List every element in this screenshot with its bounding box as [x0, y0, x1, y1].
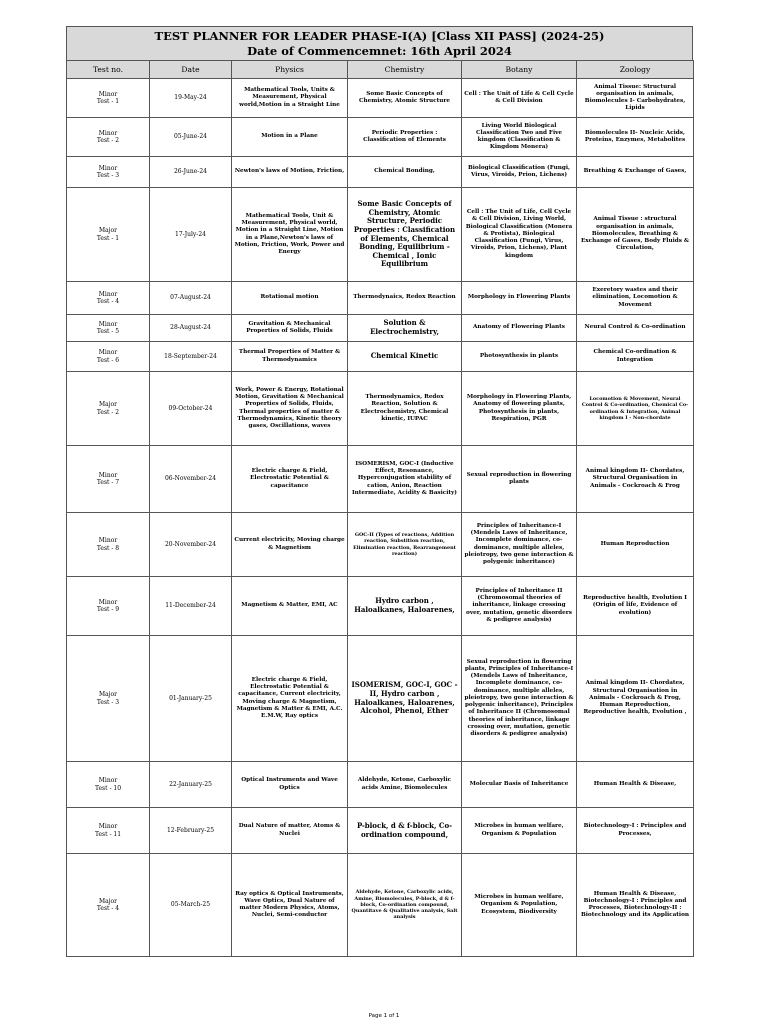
test-type: Major [98, 897, 118, 905]
physics-cell: Current electricity, Moving charge & Magnetism [232, 513, 348, 577]
page-footer: Page 1 of 1 [368, 1013, 400, 1019]
date-cell: 06-November-24 [150, 446, 232, 513]
test-no-cell [67, 636, 150, 762]
test-type: Major [98, 691, 118, 699]
date-cell: 05-March-25 [150, 854, 232, 957]
botany-cell: Molecular Basis of Inheritance [462, 762, 577, 808]
date-cell: 05-June-24 [150, 118, 232, 157]
test-number: Test - 4 [96, 905, 120, 912]
test-type: Major [98, 227, 118, 235]
table-row [67, 188, 694, 282]
table-row [67, 342, 694, 372]
test-no-cell [67, 762, 150, 808]
test-type: Minor [98, 90, 118, 98]
date-cell: 28-August-24 [150, 315, 232, 342]
botany-cell: Sexual reproduction in flowering plants, Principles of Inheritance-I (Mendels Laws of Inheritance, Incomplete dominance, co-dominance, multiple alleles, pleiotropy, two gene interaction & polygenic inheritance), Principles of Inheritance II (Chromosomal theories of inheritance, linkage crossing over, mutation, genetic disorders & pedigree analysis) [462, 636, 577, 762]
physics-cell: Work, Power & Energy, Rotational Motion, Gravitation & Mechanical Properties of Solids, Fluids, Thermal properties of matter & Thermodynamics, Kinetic theory gases, Oscillations, waves [232, 372, 348, 446]
table-row [67, 157, 694, 188]
botany-cell: Morphology in Flowering Plants [462, 282, 577, 315]
physics-cell: Electric charge & Field, Electrostatic Potential & capacitance, Current electricity, Moving charge & Magnetism, Magnetism & Matter & EMI, A.C. E.M.W, Ray optics [232, 636, 348, 762]
physics-cell: Ray optics & Optical Instruments, Wave Optics, Dual Nature of matter Modern Physics, Atoms, Nuclei, Semi-conductor [232, 854, 348, 957]
botany-cell: Biological Classification (Fungi, Virus, Viroids, Prion, Lichens) [462, 157, 577, 188]
physics-cell: Magnetism & Matter, EMI, AC [232, 577, 348, 636]
chemistry-cell: GOC-II (Types of reactions, Addition reaction, Substition reaction, Elimination reaction, Rearrangement reaction) [348, 513, 462, 577]
date-cell: 09-October-24 [150, 372, 232, 446]
zoology-cell: Human Health & Disease, Biotechnology-I : Principles and Processes, Biotechnology-II : Biotechnology and its Application [577, 854, 694, 957]
table-row [67, 282, 694, 315]
table-row [67, 372, 694, 446]
chemistry-cell: Chemical Bonding, [348, 157, 462, 188]
col-header-botany: Botany [462, 61, 577, 79]
chemistry-cell: Aldehyde, Ketone, Carboxylic acids Amine, Biomolecules [348, 762, 462, 808]
botany-cell: Microbes in human welfare, Organism & Population [462, 808, 577, 854]
botany-cell: Cell : The Unit of Life & Cell Cycle & Cell Division [462, 79, 577, 118]
zoology-cell: Neural Control & Co-ordination [577, 315, 694, 342]
zoology-cell: Animal Tissue : structural organisation in animals, Biomolecules, Breathing & Exchange of Gases, Body Fluids & Circulation, [577, 188, 694, 282]
test-no-cell [67, 315, 150, 342]
test-type: Minor [98, 129, 118, 137]
chemistry-cell: Some Basic Concepts of Chemistry, Atomic Structure [348, 79, 462, 118]
physics-cell: Newton's laws of Motion, Friction, [232, 157, 348, 188]
col-header-physics: Physics [232, 61, 348, 79]
physics-cell: Mathematical Tools, Units & Measurement, Physical world,Motion in a Straight Line [232, 79, 348, 118]
botany-cell: Principles of Inheritance-I (Mendels Laws of Inheritance, Incomplete dominance, co-dominance, multiple alleles, pleiotropy, two gene interaction & polygenic inheritance) [462, 513, 577, 577]
date-cell: 20-November-24 [150, 513, 232, 577]
page-title [66, 26, 693, 60]
physics-cell: Optical Instruments and Wave Optics [232, 762, 348, 808]
zoology-cell: Breathing & Exchange of Gases, [577, 157, 694, 188]
table-header-row [67, 61, 694, 79]
test-type: Minor [98, 290, 118, 298]
test-number: Test - 8 [96, 544, 120, 552]
table-row [67, 854, 694, 957]
date-cell: 12-February-25 [150, 808, 232, 854]
date-cell: 07-August-24 [150, 282, 232, 315]
botany-cell: Living World Biological Classification Two and Five kingdom (Classification & Kingdom Monera) [462, 118, 577, 157]
date-cell: 18-September-24 [150, 342, 232, 372]
test-number: Test - 3 [96, 698, 120, 706]
test-type: Minor [98, 823, 118, 831]
planner-sheet [66, 26, 693, 957]
table-body [67, 79, 694, 957]
date-cell: 26-June-24 [150, 157, 232, 188]
test-no-cell [67, 577, 150, 636]
test-planner-table [66, 60, 694, 957]
title-line-2: Date of Commencemnet: 16th April 2024 [247, 44, 512, 58]
zoology-cell: Animal kingdom II- Chordates, Structural Organisation in Animals - Cockroach & Frog [577, 446, 694, 513]
chemistry-cell: Thermodynamics, Redox Reaction, Solution & Electrochemistry, Chemical kinetic, IUPAC [348, 372, 462, 446]
zoology-cell: Animal Tissue: Structural organisation in animals, Biomolecules I- Carbohydrates, Lipids [577, 79, 694, 118]
test-number: Test - 1 [96, 98, 120, 105]
chemistry-cell: P-block, d & f-block, Co-ordination compound, [348, 808, 462, 854]
test-number: Test - 4 [96, 298, 120, 305]
test-number: Test - 6 [96, 356, 120, 364]
test-type: Minor [98, 537, 118, 545]
zoology-cell: Reproductive health, Evolution I (Origin of life, Evidence of evolution) [577, 577, 694, 636]
chemistry-cell: Chemical Kinetic [348, 342, 462, 372]
test-number: Test - 3 [96, 172, 120, 179]
chemistry-cell: Thermodynaics, Redox Reaction [348, 282, 462, 315]
test-number: Test - 10 [94, 784, 122, 792]
date-cell: 22-January-25 [150, 762, 232, 808]
test-no-cell [67, 446, 150, 513]
zoology-cell: Animal kingdom II- Chordates, Structural Organisation in Animals - Cockroach & Frog, Human Reproduction, Reproductive health, Evolution , [577, 636, 694, 762]
chemistry-cell: Aldehyde, Ketone, Carboxylic acids, Amine, Biomolecules, P-block, d & f-block, Co-ordination compound, Quantitave & Qualitative analysis, Salt analysis [348, 854, 462, 957]
physics-cell: Gravitation & Mechanical Properties of Solids, Fluids [232, 315, 348, 342]
test-no-cell [67, 808, 150, 854]
test-no-cell [67, 372, 150, 446]
zoology-cell: Exeretory wastes and their elimination, Locomotion & Movement [577, 282, 694, 315]
test-no-cell [67, 342, 150, 372]
table-row [67, 513, 694, 577]
chemistry-cell: ISOMERISM, GOC-I, GOC -II, Hydro carbon , Haloalkanes, Haloarenes, Alcohol, Phenol, Ether [348, 636, 462, 762]
zoology-cell: Chemical Co-ordination & Integration [577, 342, 694, 372]
botany-cell: Principles of Inheritance II (Chromosomal theories of inheritance, linkage crossing over, mutation, genetic disorders & pedigree analysis) [462, 577, 577, 636]
zoology-cell: Locomotion & Movement, Neural Control & Co-ordination, Chemical Co-ordination & Integration, Animal kingdom I - Non-chordate [577, 372, 694, 446]
test-number: Test - 5 [96, 328, 120, 335]
physics-cell: Rotational motion [232, 282, 348, 315]
table-row [67, 636, 694, 762]
test-type: Minor [98, 598, 118, 606]
botany-cell: Cell : The Unit of Life, Cell Cycle & Cell Division, Living World, Biological Classification (Monera & Protista), Biological Classification (Fungi, Virus, Viroids, Prion, Lichens), Plant kingdom [462, 188, 577, 282]
col-header-chemistry: Chemistry [348, 61, 462, 79]
table-row [67, 446, 694, 513]
botany-cell: Anatomy of Flowering Plants [462, 315, 577, 342]
test-no-cell [67, 157, 150, 188]
botany-cell: Sexual reproduction in flowering plants [462, 446, 577, 513]
test-number: Test - 11 [94, 830, 122, 838]
test-type: Minor [98, 164, 118, 172]
chemistry-cell: Some Basic Concepts of Chemistry, Atomic Structure, Periodic Properties : Classification of Elements, Chemical Bonding, Equilibrium - Chemical , Ionic Equilibrium [348, 188, 462, 282]
test-type: Minor [98, 777, 118, 785]
botany-cell: Photosynthesis in plants [462, 342, 577, 372]
test-no-cell [67, 188, 150, 282]
zoology-cell: Human Health & Disease, [577, 762, 694, 808]
col-header-test-no: Test no. [67, 61, 150, 79]
botany-cell: Morphology in Flowering Plants, Anatomy of flowering plants, Photosynthesis in plants, Respiration, PGR [462, 372, 577, 446]
chemistry-cell: ISOMERISM, GOC-I (Inductive Effect, Resonance, Hyperconjugation stability of cation, Anion, Reaction Intermediate, Acidity & Basicity) [348, 446, 462, 513]
test-number: Test - 2 [96, 408, 120, 416]
physics-cell: Mathematical Tools, Unit & Measurement, Physical world, Motion in a Straight Line, Motion in a Plane,Newton's laws of Motion, Friction, Work, Power and Energy [232, 188, 348, 282]
col-header-date: Date [150, 61, 232, 79]
test-number: Test - 1 [96, 234, 120, 242]
table-row [67, 79, 694, 118]
test-number: Test - 9 [96, 606, 120, 613]
zoology-cell: Biomolecules II- Nucleic Acids, Proteins, Enzymes, Metabolites [577, 118, 694, 157]
table-row [67, 315, 694, 342]
date-cell: 19-May-24 [150, 79, 232, 118]
date-cell: 11-December-24 [150, 577, 232, 636]
table-row [67, 808, 694, 854]
test-type: Minor [98, 320, 118, 328]
date-cell: 01-January-25 [150, 636, 232, 762]
physics-cell: Electric charge & Field, Electrostatic Potential & capacitance [232, 446, 348, 513]
test-type: Major [98, 401, 118, 409]
test-type: Minor [98, 471, 118, 479]
test-number: Test - 7 [96, 479, 120, 486]
title-line-1: TEST PLANNER FOR LEADER PHASE-I(A) [Class XII PASS] (2024-25) [154, 29, 605, 43]
botany-cell: Microbes in human welfare, Organism & Population, Ecosystem, Biodiversity [462, 854, 577, 957]
col-header-zoology: Zoology [577, 61, 694, 79]
test-no-cell [67, 118, 150, 157]
chemistry-cell: Hydro carbon , Haloalkanes, Haloarenes, [348, 577, 462, 636]
chemistry-cell: Solution & Electrochemistry, [348, 315, 462, 342]
test-no-cell [67, 79, 150, 118]
table-row [67, 118, 694, 157]
zoology-cell: Human Reproduction [577, 513, 694, 577]
test-no-cell [67, 282, 150, 315]
physics-cell: Motion in a Plane [232, 118, 348, 157]
physics-cell: Dual Nature of matter, Atoms & Nuclei [232, 808, 348, 854]
physics-cell: Thermal Properties of Matter & Thermodynamics [232, 342, 348, 372]
chemistry-cell: Periodic Properties : Classification of Elements [348, 118, 462, 157]
table-row [67, 577, 694, 636]
zoology-cell: Biotechnology-I : Principles and Processes, [577, 808, 694, 854]
table-row [67, 762, 694, 808]
test-no-cell [67, 854, 150, 957]
test-number: Test - 2 [96, 137, 120, 144]
test-no-cell [67, 513, 150, 577]
test-type: Minor [98, 349, 118, 357]
date-cell: 17-July-24 [150, 188, 232, 282]
